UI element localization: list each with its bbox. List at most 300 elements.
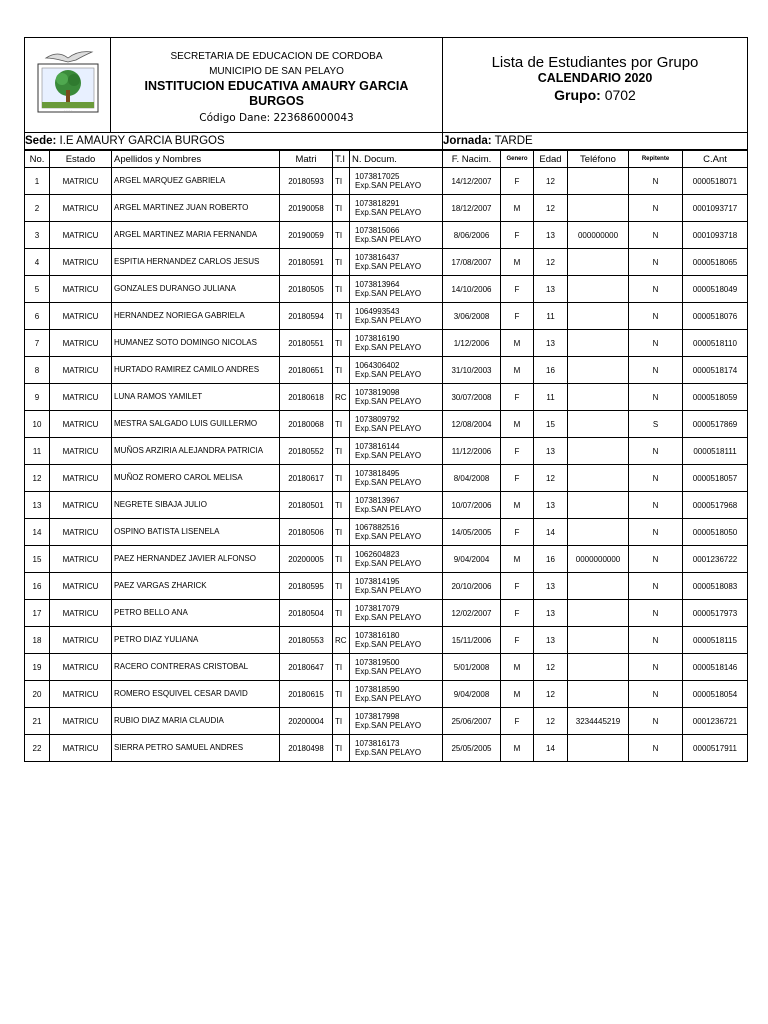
- row-nacim: 8/04/2008: [443, 465, 501, 492]
- row-estado: MATRICU: [50, 573, 112, 600]
- row-doc-expedition: Exp.SAN PELAYO: [355, 667, 422, 676]
- row-edad: 14: [534, 735, 568, 762]
- row-nombre: PETRO DIAZ YULIANA: [112, 627, 280, 654]
- row-genero: M: [501, 492, 534, 519]
- row-doc-expedition: Exp.SAN PELAYO: [355, 316, 422, 325]
- row-no: 7: [25, 330, 50, 357]
- row-nacim: 11/12/2006: [443, 438, 501, 465]
- row-nacim: 17/08/2007: [443, 249, 501, 276]
- row-doc-expedition: Exp.SAN PELAYO: [355, 532, 422, 541]
- row-doc: [350, 222, 443, 249]
- row-ti: TI: [333, 735, 350, 762]
- row-doc-number: 1067882516: [355, 523, 400, 532]
- jornada-label: Jornada:: [443, 135, 492, 147]
- group-label: Grupo:: [554, 87, 601, 103]
- row-doc: [350, 411, 443, 438]
- col-nacim: F. Nacim.: [443, 151, 501, 168]
- table-row: [25, 654, 748, 681]
- row-doc: [350, 438, 443, 465]
- row-doc-expedition: Exp.SAN PELAYO: [355, 289, 422, 298]
- row-matri: 20180591: [280, 249, 333, 276]
- row-doc-expedition: Exp.SAN PELAYO: [355, 640, 422, 649]
- row-doc: [350, 735, 443, 762]
- row-repitente: N: [629, 168, 683, 195]
- table-row: [25, 681, 748, 708]
- row-cant: 0001093717: [683, 195, 748, 222]
- row-doc: [350, 546, 443, 573]
- row-ti: TI: [333, 519, 350, 546]
- row-genero: M: [501, 330, 534, 357]
- row-cant: 0001093718: [683, 222, 748, 249]
- row-ti: TI: [333, 681, 350, 708]
- row-estado: MATRICU: [50, 708, 112, 735]
- row-edad: 13: [534, 492, 568, 519]
- row-telefono: [568, 519, 629, 546]
- row-telefono: [568, 573, 629, 600]
- municipio-line: MUNICIPIO DE SAN PELAYO: [209, 65, 344, 77]
- row-repitente: N: [629, 735, 683, 762]
- row-cant: 0000518076: [683, 303, 748, 330]
- table-row: [25, 438, 748, 465]
- institution-block: [111, 38, 443, 133]
- col-matri: Matri: [280, 151, 333, 168]
- row-no: 1: [25, 168, 50, 195]
- row-telefono: [568, 303, 629, 330]
- row-nacim: 3/06/2008: [443, 303, 501, 330]
- row-nombre: PETRO BELLO ANA: [112, 600, 280, 627]
- row-doc-expedition: Exp.SAN PELAYO: [355, 424, 422, 433]
- row-genero: F: [501, 573, 534, 600]
- row-nacim: 31/10/2003: [443, 357, 501, 384]
- col-nombres: Apellidos y Nombres: [112, 151, 280, 168]
- row-no: 12: [25, 465, 50, 492]
- row-doc-expedition: Exp.SAN PELAYO: [355, 721, 422, 730]
- row-edad: 11: [534, 303, 568, 330]
- row-no: 18: [25, 627, 50, 654]
- row-doc-number: 1073816144: [355, 442, 400, 451]
- row-edad: 13: [534, 438, 568, 465]
- table-row: [25, 465, 748, 492]
- row-doc: [350, 492, 443, 519]
- row-doc: [350, 465, 443, 492]
- row-telefono: 3234445219: [568, 708, 629, 735]
- row-doc-number: 1064306402: [355, 361, 400, 370]
- row-ti: RC: [333, 627, 350, 654]
- row-nombre: MUÑOZ ROMERO CAROL MELISA: [112, 465, 280, 492]
- row-matri: 20180647: [280, 654, 333, 681]
- row-repitente: N: [629, 195, 683, 222]
- row-estado: MATRICU: [50, 384, 112, 411]
- row-nacim: 9/04/2004: [443, 546, 501, 573]
- row-doc-number: 1073809792: [355, 415, 400, 424]
- row-telefono: [568, 681, 629, 708]
- row-no: 16: [25, 573, 50, 600]
- row-doc-number: 1073817025: [355, 172, 400, 181]
- row-telefono: [568, 654, 629, 681]
- header-table: [24, 37, 748, 150]
- row-ti: TI: [333, 303, 350, 330]
- row-doc: [350, 654, 443, 681]
- row-edad: 13: [534, 600, 568, 627]
- row-doc-expedition: Exp.SAN PELAYO: [355, 235, 422, 244]
- row-no: 5: [25, 276, 50, 303]
- row-genero: M: [501, 249, 534, 276]
- student-list-sheet: [24, 37, 747, 762]
- row-cant: 0000517869: [683, 411, 748, 438]
- row-estado: MATRICU: [50, 330, 112, 357]
- row-doc-expedition: Exp.SAN PELAYO: [355, 478, 422, 487]
- row-no: 13: [25, 492, 50, 519]
- table-row: [25, 303, 748, 330]
- row-doc: [350, 195, 443, 222]
- row-estado: MATRICU: [50, 627, 112, 654]
- row-telefono: [568, 330, 629, 357]
- row-estado: MATRICU: [50, 411, 112, 438]
- table-row: [25, 249, 748, 276]
- row-nacim: 14/10/2006: [443, 276, 501, 303]
- row-doc-number: 1073813967: [355, 496, 400, 505]
- row-nombre: MESTRA SALGADO LUIS GUILLERMO: [112, 411, 280, 438]
- row-genero: F: [501, 303, 534, 330]
- row-telefono: [568, 249, 629, 276]
- row-nacim: 5/01/2008: [443, 654, 501, 681]
- row-nacim: 1/12/2006: [443, 330, 501, 357]
- row-doc-number: 1073816437: [355, 253, 400, 262]
- row-no: 11: [25, 438, 50, 465]
- students-table: [24, 150, 748, 762]
- row-edad: 16: [534, 357, 568, 384]
- row-ti: TI: [333, 411, 350, 438]
- row-estado: MATRICU: [50, 519, 112, 546]
- row-edad: 12: [534, 654, 568, 681]
- row-no: 20: [25, 681, 50, 708]
- row-estado: MATRICU: [50, 195, 112, 222]
- row-estado: MATRICU: [50, 168, 112, 195]
- row-matri: 20190058: [280, 195, 333, 222]
- col-repitente: Repitente: [629, 151, 683, 168]
- row-edad: 12: [534, 465, 568, 492]
- row-matri: 20180552: [280, 438, 333, 465]
- row-telefono: [568, 276, 629, 303]
- row-repitente: N: [629, 249, 683, 276]
- list-title: Lista de Estudiantes por Grupo: [491, 54, 699, 71]
- table-row: [25, 195, 748, 222]
- row-nombre: LUNA RAMOS YAMILET: [112, 384, 280, 411]
- col-doc: N. Docum.: [350, 151, 443, 168]
- row-estado: MATRICU: [50, 681, 112, 708]
- row-cant: 0000518054: [683, 681, 748, 708]
- row-nacim: 25/06/2007: [443, 708, 501, 735]
- row-doc-expedition: Exp.SAN PELAYO: [355, 694, 422, 703]
- row-repitente: N: [629, 627, 683, 654]
- row-matri: 20180615: [280, 681, 333, 708]
- row-estado: MATRICU: [50, 546, 112, 573]
- row-ti: TI: [333, 330, 350, 357]
- row-matri: 20180651: [280, 357, 333, 384]
- row-repitente: N: [629, 546, 683, 573]
- table-row: [25, 411, 748, 438]
- school-crest-icon: [28, 48, 108, 118]
- row-genero: M: [501, 546, 534, 573]
- row-no: 8: [25, 357, 50, 384]
- table-row: [25, 573, 748, 600]
- row-no: 22: [25, 735, 50, 762]
- row-repitente: N: [629, 330, 683, 357]
- row-doc-expedition: Exp.SAN PELAYO: [355, 208, 422, 217]
- row-edad: 16: [534, 546, 568, 573]
- row-nacim: 10/07/2006: [443, 492, 501, 519]
- row-telefono: [568, 195, 629, 222]
- row-doc: [350, 519, 443, 546]
- row-estado: MATRICU: [50, 249, 112, 276]
- row-genero: M: [501, 195, 534, 222]
- table-row: [25, 492, 748, 519]
- row-genero: F: [501, 438, 534, 465]
- row-doc: [350, 276, 443, 303]
- table-row: [25, 519, 748, 546]
- row-genero: F: [501, 600, 534, 627]
- row-edad: 12: [534, 195, 568, 222]
- row-doc-expedition: Exp.SAN PELAYO: [355, 181, 422, 190]
- row-repitente: N: [629, 438, 683, 465]
- row-doc: [350, 600, 443, 627]
- row-nacim: 14/05/2005: [443, 519, 501, 546]
- row-edad: 13: [534, 276, 568, 303]
- row-repitente: N: [629, 492, 683, 519]
- row-cant: 0001236722: [683, 546, 748, 573]
- row-nombre: HURTADO RAMIREZ CAMILO ANDRES: [112, 357, 280, 384]
- row-nombre: HERNANDEZ NORIEGA GABRIELA: [112, 303, 280, 330]
- row-edad: 11: [534, 384, 568, 411]
- row-ti: TI: [333, 573, 350, 600]
- row-estado: MATRICU: [50, 438, 112, 465]
- table-row: [25, 384, 748, 411]
- table-row: [25, 276, 748, 303]
- row-doc-expedition: Exp.SAN PELAYO: [355, 748, 422, 757]
- row-cant: 0000517911: [683, 735, 748, 762]
- table-row: [25, 168, 748, 195]
- school-logo: [25, 38, 111, 133]
- table-row: [25, 708, 748, 735]
- table-row: [25, 735, 748, 762]
- row-nombre: SIERRA PETRO SAMUEL ANDRES: [112, 735, 280, 762]
- row-estado: MATRICU: [50, 600, 112, 627]
- row-no: 21: [25, 708, 50, 735]
- row-ti: TI: [333, 492, 350, 519]
- row-doc-number: 1073814195: [355, 577, 400, 586]
- row-genero: F: [501, 276, 534, 303]
- row-edad: 12: [534, 708, 568, 735]
- row-nacim: 15/11/2006: [443, 627, 501, 654]
- row-genero: F: [501, 384, 534, 411]
- row-doc-number: 1073816180: [355, 631, 400, 640]
- row-repitente: N: [629, 708, 683, 735]
- row-doc: [350, 330, 443, 357]
- row-repitente: N: [629, 465, 683, 492]
- row-doc-expedition: Exp.SAN PELAYO: [355, 451, 422, 460]
- row-no: 19: [25, 654, 50, 681]
- row-nacim: 18/12/2007: [443, 195, 501, 222]
- row-cant: 0000518111: [683, 438, 748, 465]
- row-repitente: N: [629, 303, 683, 330]
- row-cant: 0000518146: [683, 654, 748, 681]
- row-matri: 20180618: [280, 384, 333, 411]
- group-value: 0702: [604, 87, 636, 103]
- row-matri: 20200005: [280, 546, 333, 573]
- row-no: 9: [25, 384, 50, 411]
- row-doc-expedition: Exp.SAN PELAYO: [355, 613, 422, 622]
- row-ti: TI: [333, 465, 350, 492]
- row-matri: 20190059: [280, 222, 333, 249]
- row-cant: 0000517973: [683, 600, 748, 627]
- row-no: 6: [25, 303, 50, 330]
- row-ti: TI: [333, 357, 350, 384]
- row-telefono: [568, 735, 629, 762]
- row-repitente: N: [629, 357, 683, 384]
- row-doc-number: 1064993543: [355, 307, 400, 316]
- row-cant: 0001236721: [683, 708, 748, 735]
- row-doc: [350, 357, 443, 384]
- row-doc-number: 1073815066: [355, 226, 400, 235]
- sede-label: Sede:: [25, 135, 57, 147]
- secretaria-line: SECRETARIA DE EDUCACION DE CORDOBA: [170, 50, 383, 62]
- row-genero: F: [501, 519, 534, 546]
- dane-code: Código Dane: 223686000043: [199, 111, 354, 124]
- institution-name: INSTITUCION EDUCATIVA AMAURY GARCIA: [144, 78, 409, 93]
- row-edad: 13: [534, 627, 568, 654]
- row-genero: F: [501, 465, 534, 492]
- sede-value: I.E AMAURY GARCIA BURGOS: [59, 135, 225, 147]
- row-doc-number: 1073817998: [355, 712, 400, 721]
- row-repitente: N: [629, 573, 683, 600]
- row-telefono: [568, 492, 629, 519]
- row-telefono: [568, 384, 629, 411]
- row-genero: M: [501, 681, 534, 708]
- row-repitente: N: [629, 384, 683, 411]
- col-no: No.: [25, 151, 50, 168]
- row-telefono: [568, 438, 629, 465]
- row-repitente: N: [629, 600, 683, 627]
- col-estado: Estado: [50, 151, 112, 168]
- row-doc-expedition: Exp.SAN PELAYO: [355, 505, 422, 514]
- row-doc-expedition: Exp.SAN PELAYO: [355, 559, 422, 568]
- row-nombre: PAEZ VARGAS ZHARICK: [112, 573, 280, 600]
- row-estado: MATRICU: [50, 492, 112, 519]
- row-nombre: GONZALES DURANGO JULIANA: [112, 276, 280, 303]
- row-telefono: [568, 357, 629, 384]
- row-edad: 12: [534, 249, 568, 276]
- row-doc-number: 1073819500: [355, 658, 400, 667]
- row-genero: F: [501, 168, 534, 195]
- jornada-value: TARDE: [494, 135, 533, 147]
- row-nombre: ARGEL MARQUEZ GABRIELA: [112, 168, 280, 195]
- row-ti: TI: [333, 438, 350, 465]
- row-ti: TI: [333, 222, 350, 249]
- row-cant: 0000518059: [683, 384, 748, 411]
- row-doc-number: 1073818291: [355, 199, 400, 208]
- row-doc: [350, 249, 443, 276]
- row-doc-number: 1073819098: [355, 388, 400, 397]
- row-nacim: 8/06/2006: [443, 222, 501, 249]
- row-ti: TI: [333, 546, 350, 573]
- row-genero: F: [501, 222, 534, 249]
- row-doc-number: 1073818590: [355, 685, 400, 694]
- row-nombre: HUMANEZ SOTO DOMINGO NICOLAS: [112, 330, 280, 357]
- row-repitente: N: [629, 519, 683, 546]
- row-matri: 20180551: [280, 330, 333, 357]
- row-edad: 13: [534, 330, 568, 357]
- row-doc: [350, 384, 443, 411]
- jornada-cell: [443, 133, 748, 150]
- row-ti: TI: [333, 276, 350, 303]
- row-repitente: N: [629, 276, 683, 303]
- row-edad: 15: [534, 411, 568, 438]
- row-nombre: MUÑOS ARZIRIA ALEJANDRA PATRICIA: [112, 438, 280, 465]
- row-repitente: N: [629, 681, 683, 708]
- calendar-label: CALENDARIO 2020: [537, 71, 653, 85]
- row-edad: 12: [534, 681, 568, 708]
- row-estado: MATRICU: [50, 465, 112, 492]
- row-ti: TI: [333, 708, 350, 735]
- row-matri: 20180553: [280, 627, 333, 654]
- row-ti: TI: [333, 600, 350, 627]
- row-nombre: ESPITIA HERNANDEZ CARLOS JESUS: [112, 249, 280, 276]
- table-row: [25, 330, 748, 357]
- col-genero: Genero: [501, 151, 534, 168]
- table-row: [25, 357, 748, 384]
- row-doc: [350, 573, 443, 600]
- row-cant: 0000517968: [683, 492, 748, 519]
- row-no: 10: [25, 411, 50, 438]
- row-nombre: ARGEL MARTINEZ MARIA FERNANDA: [112, 222, 280, 249]
- row-doc: [350, 681, 443, 708]
- row-repitente: N: [629, 222, 683, 249]
- row-estado: MATRICU: [50, 357, 112, 384]
- row-cant: 0000518049: [683, 276, 748, 303]
- row-doc-number: 1073817079: [355, 604, 400, 613]
- row-nacim: 30/07/2008: [443, 384, 501, 411]
- row-nombre: PAEZ HERNANDEZ JAVIER ALFONSO: [112, 546, 280, 573]
- row-nacim: 12/02/2007: [443, 600, 501, 627]
- row-nacim: 25/05/2005: [443, 735, 501, 762]
- row-edad: 12: [534, 168, 568, 195]
- row-nombre: ROMERO ESQUIVEL CESAR DAVID: [112, 681, 280, 708]
- row-doc-number: 1073816173: [355, 739, 400, 748]
- row-doc-expedition: Exp.SAN PELAYO: [355, 262, 422, 271]
- row-ti: TI: [333, 654, 350, 681]
- row-estado: MATRICU: [50, 276, 112, 303]
- col-edad: Edad: [534, 151, 568, 168]
- table-row: [25, 546, 748, 573]
- row-telefono: [568, 600, 629, 627]
- table-row: [25, 600, 748, 627]
- row-genero: F: [501, 708, 534, 735]
- row-nombre: NEGRETE SIBAJA JULIO: [112, 492, 280, 519]
- col-telefono: Teléfono: [568, 151, 629, 168]
- row-matri: 20180617: [280, 465, 333, 492]
- table-header-row: [25, 151, 748, 168]
- row-telefono: [568, 168, 629, 195]
- sede-cell: [25, 133, 443, 150]
- row-estado: MATRICU: [50, 735, 112, 762]
- row-matri: 20180068: [280, 411, 333, 438]
- row-doc-expedition: Exp.SAN PELAYO: [355, 370, 422, 379]
- row-genero: M: [501, 735, 534, 762]
- row-no: 3: [25, 222, 50, 249]
- svg-text:· · · · ·: · · · · ·: [63, 107, 72, 112]
- row-doc: [350, 303, 443, 330]
- table-body: [25, 168, 748, 762]
